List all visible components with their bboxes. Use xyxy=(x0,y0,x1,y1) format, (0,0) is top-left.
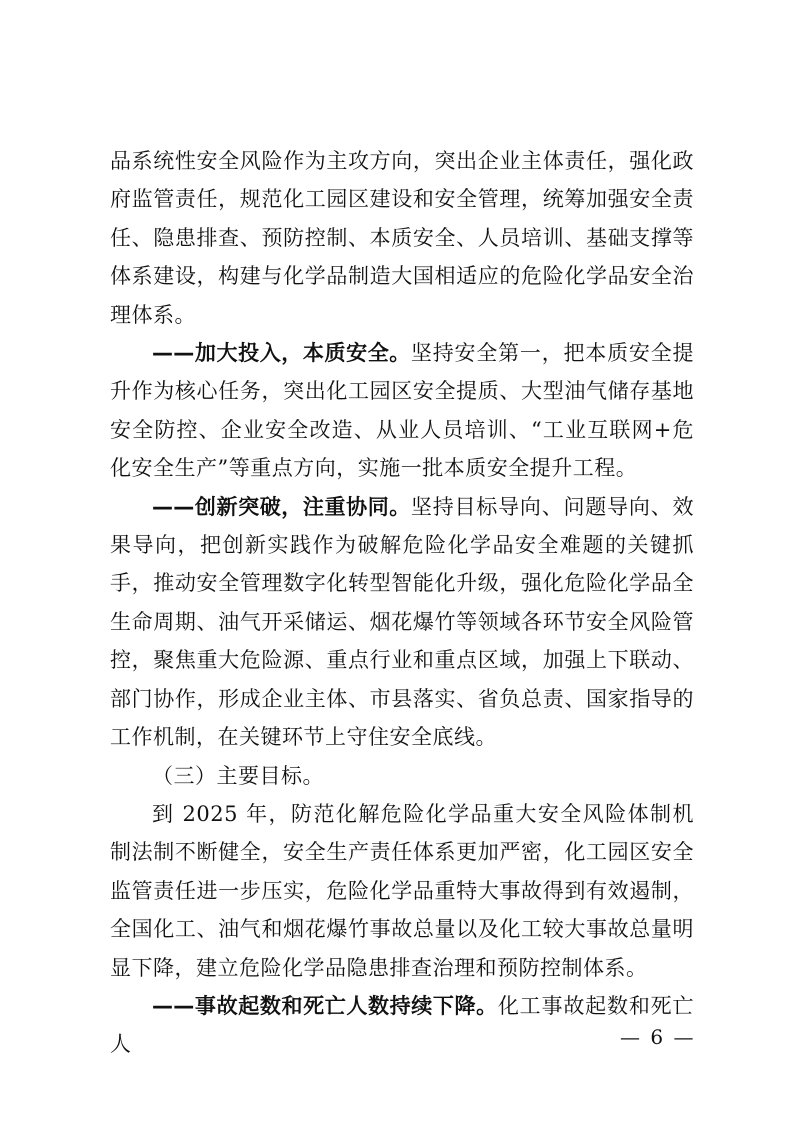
goal-paragraph xyxy=(110,987,694,1064)
paragraph-text: 化工事故起数和死亡人 xyxy=(110,993,694,1057)
document-body xyxy=(110,142,694,1064)
paragraph-text: 坚持目标导向、问题导向、效果导向，把创新实践作为破解危险化学品安全难题的关键抓手，推动安全管理数字化转型智能化升级，强化危险化学品全生命周期、油气开采储运、烟花爆竹等领域各环节安全风险管控，聚焦重大危险源、重点行业和重点区域，加强上下联动、部门协作，形成企业主体、市县落实、省负总责、国家指导的工作机制，在关键环节上守住安全底线。 xyxy=(110,494,695,750)
section-heading xyxy=(110,757,694,795)
page-number: — 6 — xyxy=(620,1025,696,1049)
principle-paragraph xyxy=(110,488,694,757)
paragraph-text: 坚持安全第一，把本质安全提升作为核心任务，突出化工园区安全提质、大型油气储存基地安全防控、企业安全改造、从业人员培训、“工业互联网+危化安全生产”等重点方向，实施一批本质安全提升工程。 xyxy=(110,341,695,481)
section-heading-text: （三）主要目标。 xyxy=(152,763,324,788)
body-paragraph xyxy=(110,142,694,334)
body-paragraph xyxy=(110,795,694,987)
principle-heading: ——加大投入，本质安全。 xyxy=(152,341,411,366)
goal-heading: ——事故起数和死亡人数持续下降。 xyxy=(152,993,498,1018)
paragraph-text: 品系统性安全风险作为主攻方向，突出企业主体责任，强化政府监管责任，规范化工园区建设和安全管理，统筹加强安全责任、隐患排查、预防控制、本质安全、人员培训、基础支撑等体系建设，构建与化学品制造大国相适应的危险化学品安全治理体系。 xyxy=(110,149,694,327)
principle-heading: ——创新突破，注重协同。 xyxy=(152,494,411,519)
principle-paragraph xyxy=(110,334,694,488)
paragraph-text: 到 2025 年，防范化解危险化学品重大安全风险体制机制法制不断健全，安全生产责任体系更加严密，化工园区安全监管责任进一步压实，危险化学品重特大事故得到有效遏制，全国化工、油气和烟花爆竹事故总量以及化工较大事故总量明显下降，建立危险化学品隐患排查治理和预防控制体系。 xyxy=(110,801,694,980)
